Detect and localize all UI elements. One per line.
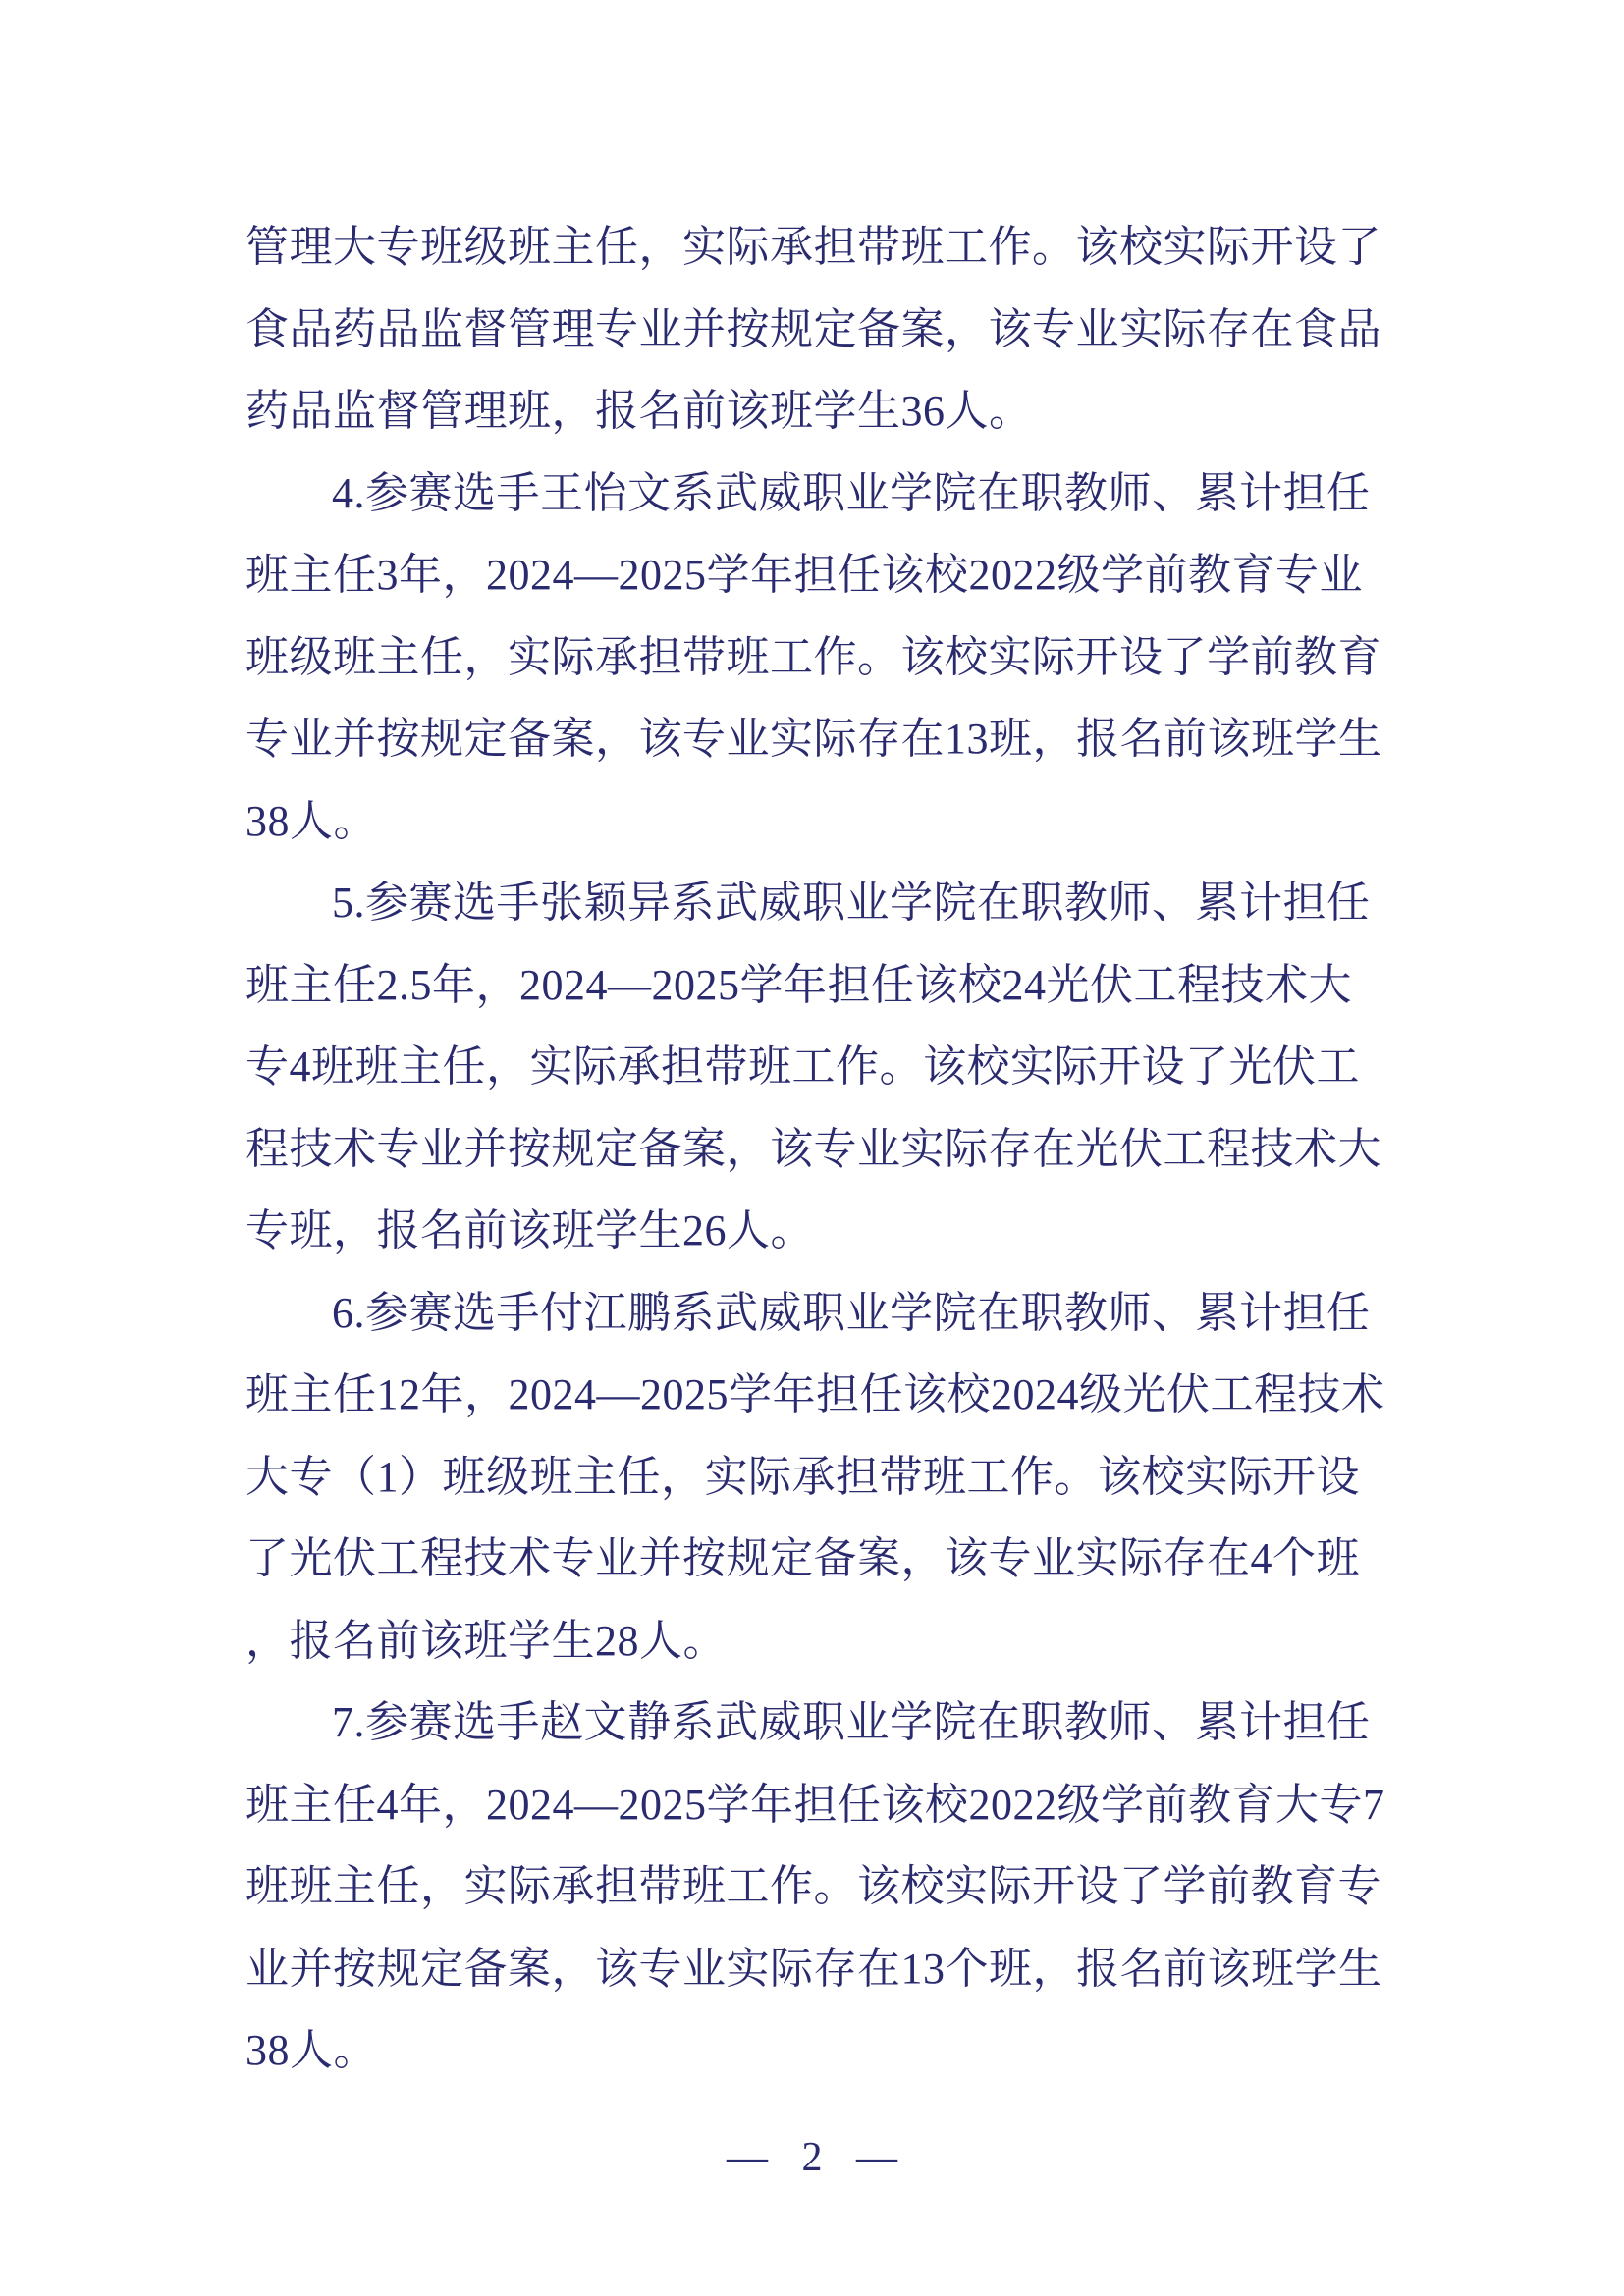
text-line: 班班主任，实际承担带班工作。该校实际开设了学前教育专	[245, 1862, 1381, 1910]
text-line: 班主任3年，2024—2025学年担任该校2022级学前教育专业	[245, 551, 1363, 599]
text-line: 专4班班主任，实际承担带班工作。该校实际开设了光伏工	[245, 1042, 1360, 1091]
text-line: 管理大专班级班主任，实际承担带班工作。该校实际开设了	[245, 223, 1381, 271]
text-line: 班级班主任，实际承担带班工作。该校实际开设了学前教育	[245, 632, 1381, 681]
document-body	[245, 206, 1384, 2092]
text-line: ，报名前该班学生28人。	[245, 1616, 727, 1665]
text-line: 了光伏工程技术专业并按规定备案，该专业实际存在4个班	[245, 1534, 1360, 1582]
text-line: 班主任2.5年，2024—2025学年担任该校24光伏工程技术大	[245, 960, 1352, 1009]
text-line: 专业并按规定备案，该专业实际存在13班，报名前该班学生	[245, 715, 1382, 763]
text-line: 程技术专业并按规定备案，该专业实际存在光伏工程技术大	[245, 1124, 1381, 1173]
text-line: 食品药品监督管理专业并按规定备案，该专业实际存在食品	[245, 304, 1381, 353]
text-line: 班主任4年，2024—2025学年担任该校2022级学前教育大专7	[245, 1780, 1385, 1829]
text-line: 38人。	[245, 2026, 377, 2074]
text-line: 专班，报名前该班学生26人。	[245, 1206, 814, 1255]
text-line: 5.参赛选手张颖异系武威职业学院在职教师、累计担任	[332, 879, 1371, 927]
text-line: 4.参赛选手王怡文系武威职业学院在职教师、累计担任	[332, 468, 1371, 517]
text-line: 7.参赛选手赵文静系武威职业学院在职教师、累计担任	[332, 1698, 1371, 1746]
text-line: 大专（1）班级班主任，实际承担带班工作。该校实际开设	[245, 1452, 1360, 1501]
text-line: 业并按规定备案，该专业实际存在13个班，报名前该班学生	[245, 1944, 1382, 1993]
text-line: 班主任12年，2024—2025学年担任该校2024级光伏工程技术	[245, 1370, 1385, 1418]
text-line: 药品监督管理班，报名前该班学生36人。	[245, 387, 1033, 435]
text-line: 6.参赛选手付江鹏系武威职业学院在职教师、累计担任	[332, 1288, 1371, 1337]
text-line: 38人。	[245, 796, 377, 845]
page-number: — 2 —	[727, 2135, 909, 2180]
